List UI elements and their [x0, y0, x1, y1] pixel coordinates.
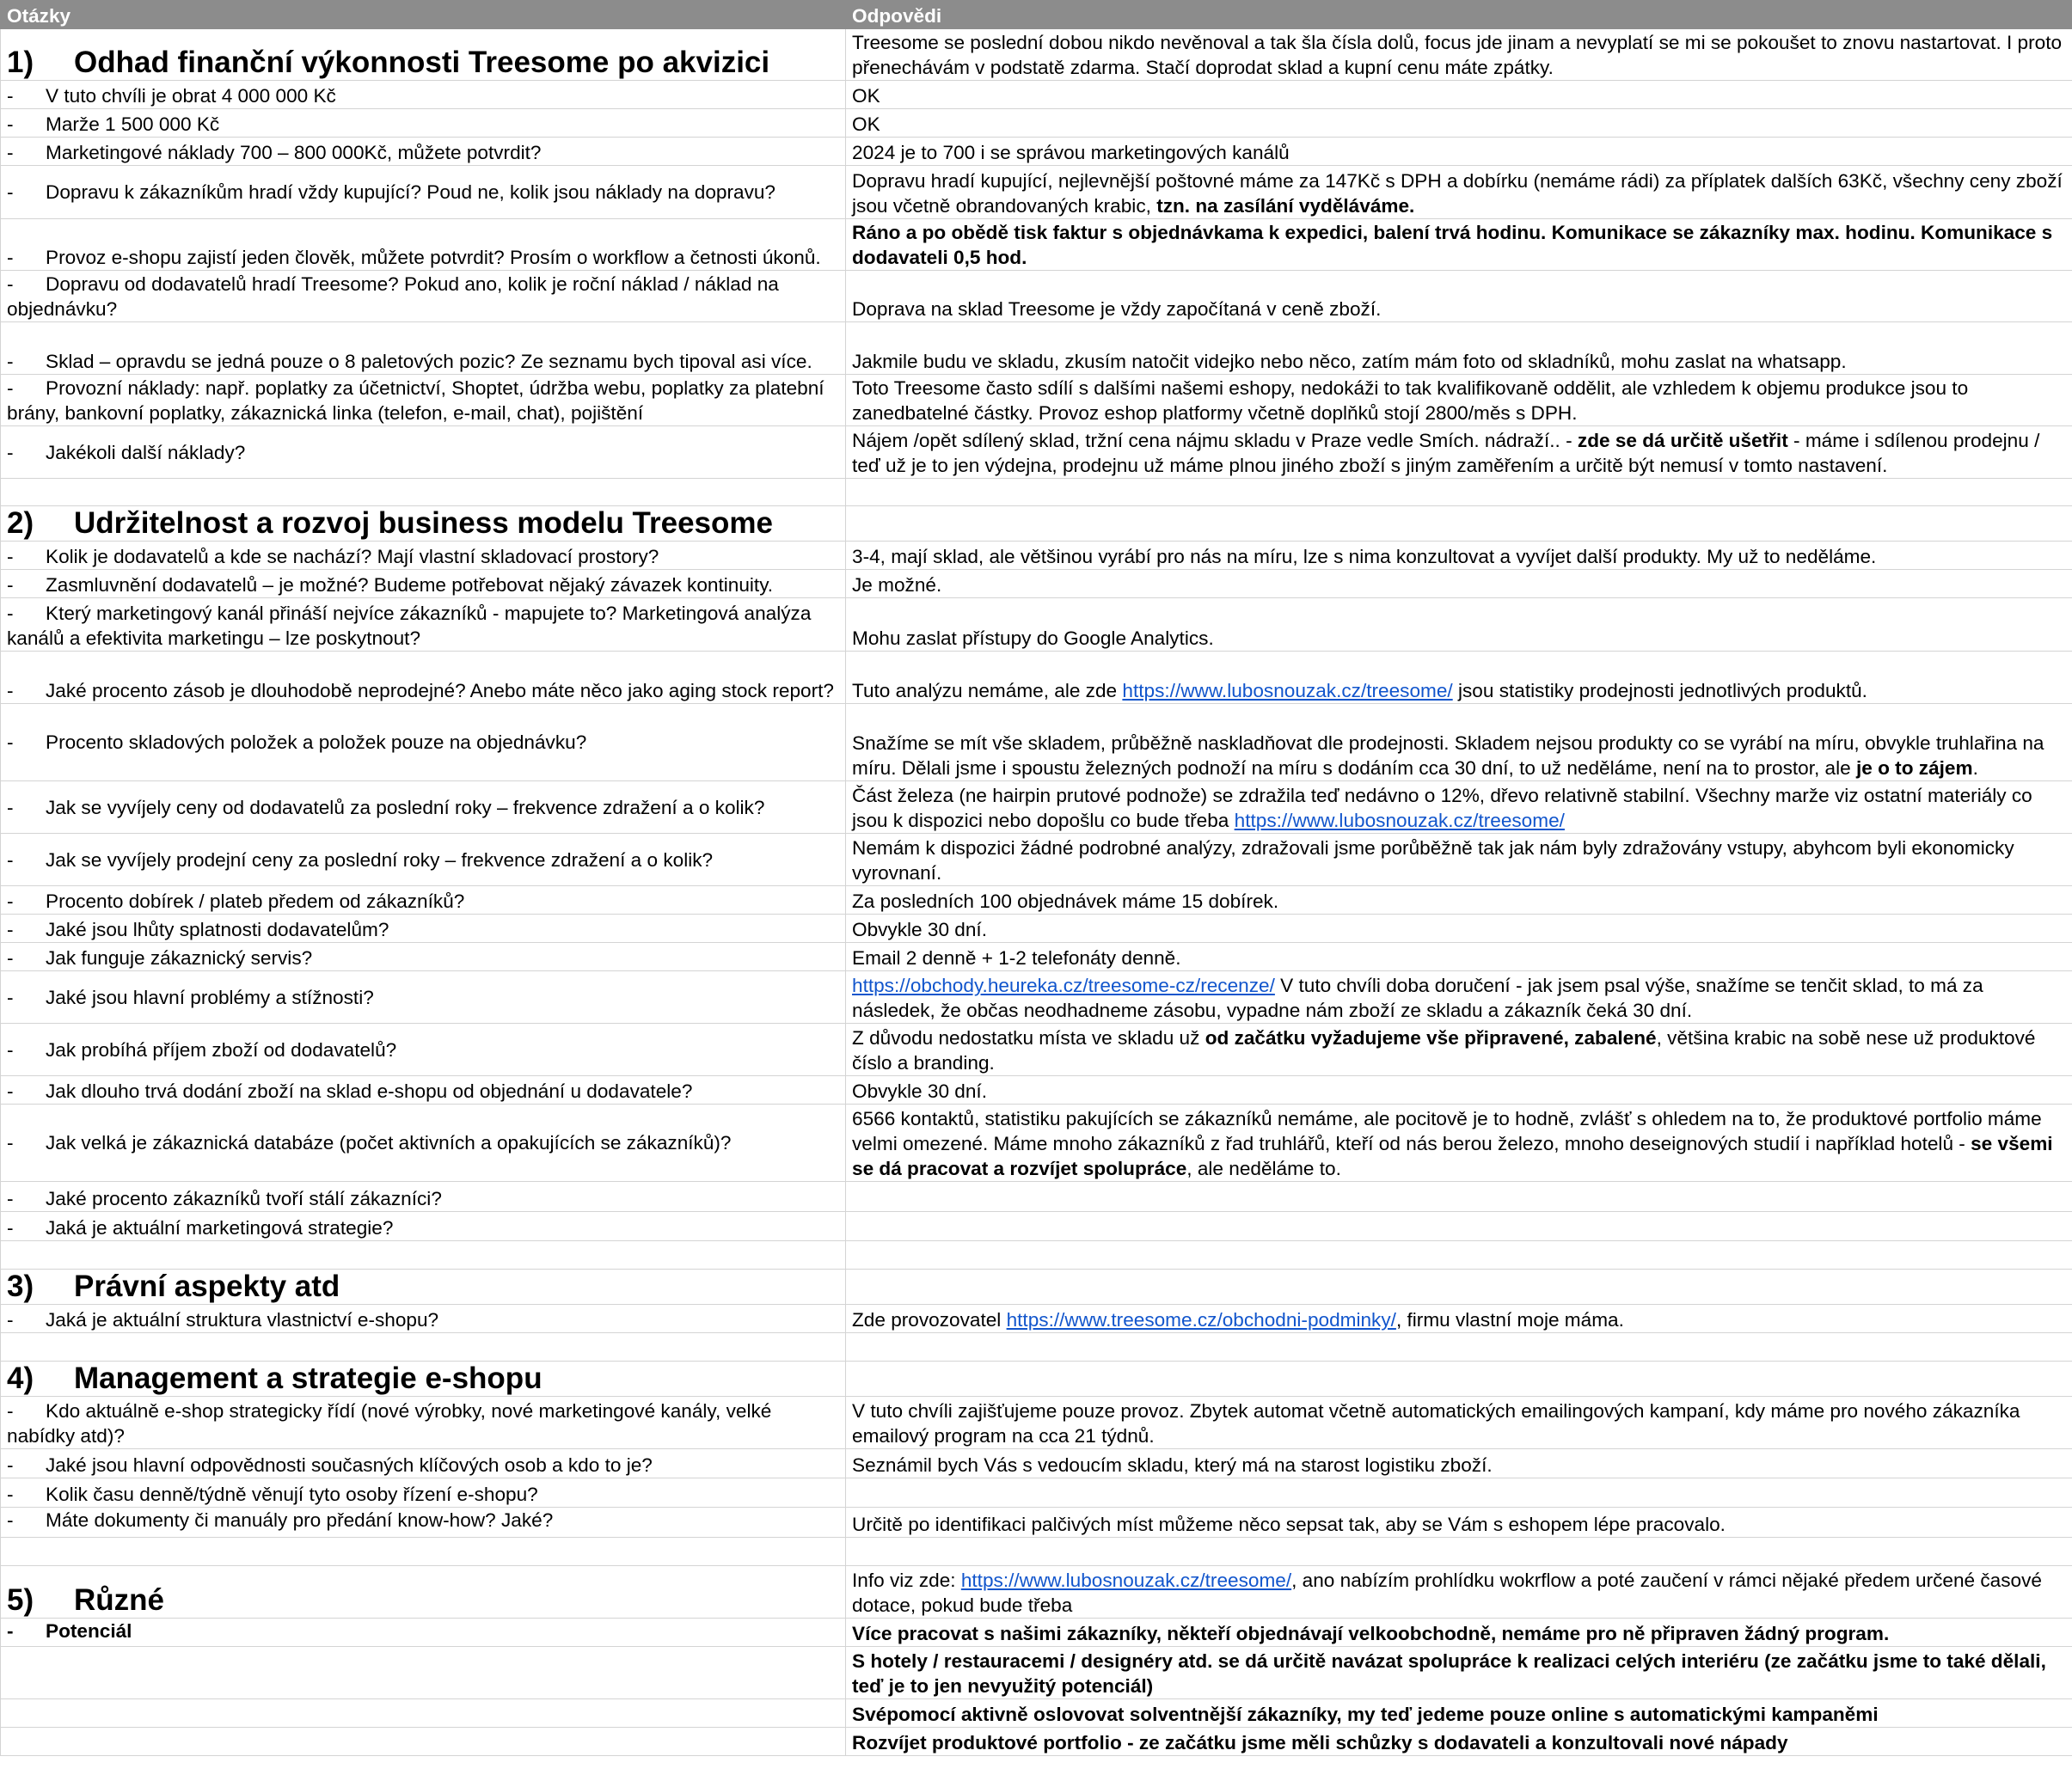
- dash-bullet: -: [7, 1309, 14, 1331]
- answer-text: V tuto chvíli doba doručení - jak jsem psal výše, snažíme se tenčit sklad, to má za následek, že občas neodhadneme zásobu, vypadne nám zboží ze skladu a zákazník čeká 30 dní.: [852, 975, 1983, 1021]
- answer-cell[interactable]: S hotely / restauracemi / designéry atd. se dá určitě navázat spolupráce k realizaci celých interiéru (ze začátku jsme to také dělali, teď je to jen nevyužitý potenciál): [846, 1647, 2072, 1699]
- answer-cell[interactable]: Obvykle 30 dní.: [846, 915, 2072, 943]
- table-row: [1, 109, 2072, 138]
- answer-cell[interactable]: [846, 781, 2072, 834]
- answer-cell[interactable]: Určitě po identifikaci palčivých míst můžeme něco sepsat tak, aby se Vám s eshopem lépe pracovalo.: [846, 1508, 2072, 1538]
- dash-bullet: -: [7, 1080, 14, 1102]
- question-text: Jak se vyvíjely ceny od dodavatelů za poslední roky – frekvence zdražení a o kolik?: [46, 796, 765, 818]
- table-row: [1, 271, 2072, 322]
- question-text: Potenciál: [46, 1620, 132, 1642]
- question-cell[interactable]: [1, 915, 846, 943]
- question-text: Zasmluvnění dodavatelů – je možné? Budeme potřebovat nějaký závazek kontinuity.: [46, 574, 774, 596]
- dash-bullet: -: [7, 142, 14, 163]
- question-cell[interactable]: [1, 322, 846, 375]
- question-text: Dopravu k zákazníkům hradí vždy kupující? Poud ne, kolik jsou náklady na dopravu?: [46, 181, 775, 203]
- empty-row: [1, 479, 2072, 506]
- question-cell[interactable]: [1, 81, 846, 109]
- question-cell[interactable]: [1, 1305, 846, 1333]
- question-cell[interactable]: [1, 1182, 846, 1212]
- question-cell[interactable]: [1, 219, 846, 271]
- section-number: 1): [7, 46, 34, 79]
- answer-text: , ale neděláme to.: [1186, 1158, 1341, 1179]
- answer-text: Nájem /opět sdílený sklad, tržní cena nájmu skladu v Praze vedle Smích. nádraží.. -: [852, 430, 1578, 451]
- section-title-cell[interactable]: [1, 1270, 846, 1305]
- question-text: Sklad – opravdu se jedná pouze o 8 paletových pozic? Ze seznamu bych tipoval asi více.: [46, 351, 812, 372]
- section-number: 4): [7, 1362, 34, 1395]
- table-row: [1, 781, 2072, 834]
- empty-cell[interactable]: [846, 1270, 2072, 1305]
- empty-row: [1, 1241, 2072, 1270]
- dash-bullet: -: [7, 1620, 14, 1642]
- table-row: [1, 1508, 2072, 1538]
- section-title: Odhad finanční výkonnosti Treesome po akvizici: [74, 46, 770, 79]
- section-row: [1, 1270, 2072, 1305]
- table-row: [1, 81, 2072, 109]
- answer-text: jsou statistiky prodejnosti jednotlivých produktů.: [1452, 680, 1867, 701]
- answer-cell[interactable]: Seznámil bych Vás s vedoucím skladu, který má na starost logistiku zboží.: [846, 1449, 2072, 1478]
- section-title-cell[interactable]: [1, 1362, 846, 1397]
- question-cell[interactable]: [1, 1397, 846, 1449]
- dash-bullet: -: [7, 1217, 14, 1239]
- answer-bold-text: tzn. na zasílání vyděláváme.: [1156, 195, 1415, 217]
- question-text: Jaké jsou lhůty splatnosti dodavatelům?: [46, 919, 389, 940]
- question-cell[interactable]: [1, 652, 846, 704]
- table-row: [1, 1397, 2072, 1449]
- question-cell[interactable]: [1, 886, 846, 915]
- question-text: Kdo aktuálně e-shop strategicky řídí (nové výrobky, nové marketingové kanály, velké nabídky atd)?: [7, 1400, 772, 1447]
- question-cell[interactable]: [1, 1508, 846, 1538]
- dash-bullet: -: [7, 731, 14, 753]
- empty-cell[interactable]: [846, 479, 2072, 506]
- column-header-answers[interactable]: Odpovědi: [846, 1, 2072, 29]
- question-cell[interactable]: [1, 781, 846, 834]
- dash-bullet: -: [7, 181, 14, 203]
- question-cell[interactable]: [1, 166, 846, 219]
- empty-cell[interactable]: [846, 1538, 2072, 1566]
- answer-cell[interactable]: [846, 1024, 2072, 1076]
- table-row: [1, 971, 2072, 1024]
- table-row: [1, 1699, 2072, 1728]
- table-row: [1, 1212, 2072, 1241]
- answer-cell[interactable]: [846, 971, 2072, 1024]
- table-row: [1, 219, 2072, 271]
- answer-text: Část železa (ne hairpin prutové podnože) se zdražila teď nedávno o 12%, dřevo relativně stabilní. Všechny marže viz ostatní materiály co jsou k dispozici nebo dopošlu co bude třeba: [852, 785, 2032, 831]
- empty-cell[interactable]: [1, 1333, 846, 1362]
- section-number: 5): [7, 1583, 34, 1617]
- question-text: Dopravu od dodavatelů hradí Treesome? Pokud ano, kolik je roční náklad / náklad na objednávku?: [7, 273, 779, 320]
- treesome-link[interactable]: https://www.lubosnouzak.cz/treesome/: [960, 1570, 1292, 1591]
- question-cell[interactable]: [1, 1619, 846, 1647]
- section-number: 2): [7, 506, 34, 540]
- table-row: [1, 1024, 2072, 1076]
- answer-cell[interactable]: Obvykle 30 dní.: [846, 1076, 2072, 1105]
- answer-bold-text: se všemi se dá pracovat a rozvíjet spolupráce: [852, 1133, 2053, 1179]
- empty-cell[interactable]: [846, 1241, 2072, 1270]
- empty-cell[interactable]: [846, 1362, 2072, 1397]
- question-text: Jak funguje zákaznický servis?: [46, 947, 313, 969]
- section-row: [1, 1362, 2072, 1397]
- table-row: [1, 652, 2072, 704]
- empty-cell[interactable]: [1, 1647, 846, 1699]
- dash-bullet: -: [7, 441, 14, 463]
- answer-text: Dopravu hradí kupující, nejlevnější poštovné máme za 147Kč s DPH a dobírku (nemáme rádi) za příplatek dalších 63Kč, všechny ceny zboží jsou včetně obrandovaných krabic,: [852, 170, 2063, 217]
- answer-bold-text: je o to zájem: [1855, 757, 1973, 779]
- question-cell[interactable]: [1, 138, 846, 166]
- section-title-cell[interactable]: [1, 1566, 846, 1619]
- answer-cell[interactable]: Svépomocí aktivně oslovovat solventnější zákazníky, my teď jedeme pouze online s automatickými kampaněmi: [846, 1699, 2072, 1728]
- answer-cell[interactable]: 3-4, mají sklad, ale většinou vyrábí pro nás na míru, lze s nima konzultovat a vyvíjet další produkty. My už to neděláme.: [846, 542, 2072, 570]
- question-text: Jaká je aktuální struktura vlastnictví e-shopu?: [46, 1309, 439, 1331]
- table-row: [1, 426, 2072, 479]
- table-row: [1, 915, 2072, 943]
- table-row: [1, 598, 2072, 652]
- answer-text: , většina krabic na sobě nese už produktové číslo a branding.: [852, 1027, 2036, 1074]
- empty-cell[interactable]: [846, 1182, 2072, 1212]
- answer-cell[interactable]: [846, 704, 2072, 781]
- question-cell[interactable]: [1, 542, 846, 570]
- empty-cell[interactable]: [1, 1699, 846, 1728]
- question-cell[interactable]: [1, 1024, 846, 1076]
- dash-bullet: -: [7, 351, 14, 372]
- table-row: [1, 1619, 2072, 1647]
- answer-bold-text: od začátku vyžadujeme vše připravené, zabalené: [1205, 1027, 1657, 1049]
- question-text: Jak velká je zákaznická databáze (počet aktivních a opakujících se zákazníků)?: [46, 1132, 732, 1154]
- answer-text: , firmu vlastní moje máma.: [1395, 1309, 1624, 1331]
- question-cell[interactable]: [1, 1105, 846, 1182]
- table-row: [1, 166, 2072, 219]
- question-text: Jaké procento zásob je dlouhodobě neprodejné? Anebo máte něco jako aging stock report?: [46, 680, 834, 701]
- dash-bullet: -: [7, 574, 14, 596]
- table-row: [1, 375, 2072, 426]
- answer-cell[interactable]: [846, 652, 2072, 704]
- table-row: [1, 1478, 2072, 1508]
- answer-cell[interactable]: Mohu zaslat přístupy do Google Analytics.: [846, 598, 2072, 652]
- table-row: [1, 322, 2072, 375]
- dash-bullet: -: [7, 1509, 14, 1531]
- empty-cell[interactable]: [1, 1538, 846, 1566]
- dash-bullet: -: [7, 890, 14, 912]
- question-text: Marže 1 500 000 Kč: [46, 113, 220, 135]
- question-text: Který marketingový kanál přináší nejvíce zákazníků - mapujete to? Marketingová analýza kanálů a efektivita marketingu – lze poskytnout?: [7, 603, 812, 649]
- question-cell[interactable]: [1, 1449, 846, 1478]
- section-title: Udržitelnost a rozvoj business modelu Treesome: [74, 506, 773, 540]
- dash-bullet: -: [7, 247, 14, 268]
- answer-text: Z důvodu nedostatku místa ve skladu už: [852, 1027, 1205, 1049]
- dash-bullet: -: [7, 377, 14, 399]
- answer-cell[interactable]: Treesome se poslední dobou nikdo nevěnoval a tak šla čísla dolů, focus jde jinam a nevyplatí se mi se pokoušet to znovu nastartovat. I proto přenechávám v podstatě zdarma. Stačí doprodat sklad a kupní cenu máte zpátky.: [846, 29, 2072, 81]
- question-text: Jak dlouho trvá dodání zboží na sklad e-shopu od objednání u dodavatele?: [46, 1080, 693, 1102]
- empty-cell[interactable]: [1, 1728, 846, 1756]
- dash-bullet: -: [7, 1038, 14, 1061]
- question-cell[interactable]: [1, 271, 846, 322]
- section-title-cell[interactable]: [1, 506, 846, 542]
- question-text: Jak se vyvíjely prodejní ceny za poslední roky – frekvence zdražení a o kolik?: [46, 848, 714, 871]
- answer-cell[interactable]: [846, 166, 2072, 219]
- section-row: [1, 29, 2072, 81]
- question-cell[interactable]: [1, 834, 846, 886]
- answer-cell[interactable]: Doprava na sklad Treesome je vždy započítaná v ceně zboží.: [846, 271, 2072, 322]
- answer-bold-text: zde se dá určitě ušetřit: [1577, 430, 1788, 451]
- question-text: Jaká je aktuální marketingová strategie?: [46, 1217, 394, 1239]
- dash-bullet: -: [7, 680, 14, 701]
- answer-text: Info viz zde:: [852, 1570, 961, 1591]
- question-text: Kolik je dodavatelů a kde se nachází? Mají vlastní skladovací prostory?: [46, 546, 659, 567]
- empty-row: [1, 1538, 2072, 1566]
- empty-cell[interactable]: [846, 1478, 2072, 1508]
- table-row: [1, 1076, 2072, 1105]
- answer-cell[interactable]: Jakmile budu ve skladu, zkusím natočit videjko nebo něco, zatím mám foto od skladníků, mohu zaslat na whatsapp.: [846, 322, 2072, 375]
- dash-bullet: -: [7, 1188, 14, 1209]
- table-row: [1, 138, 2072, 166]
- question-text: Marketingové náklady 700 – 800 000Kč, můžete potvrdit?: [46, 142, 542, 163]
- question-text: Máte dokumenty či manuály pro předání know-how? Jaké?: [46, 1509, 554, 1531]
- question-cell[interactable]: [1, 1478, 846, 1508]
- answer-text: 6566 kontaktů, statistiku pakujících se zákazníků nemáme, ale pocitově je to hodně, zvlášť s ohledem na to, že produktové portfolio máme velmi omezené. Máme mnoho zákazníků z řad truhlářů, kteří od nás berou železo, mnoho deseignových studií i například hotelů -: [852, 1108, 2042, 1154]
- question-cell[interactable]: [1, 704, 846, 781]
- question-text: Jak probíhá příjem zboží od dodavatelů?: [46, 1038, 397, 1061]
- answer-cell[interactable]: Email 2 denně + 1-2 telefonáty denně.: [846, 943, 2072, 971]
- answer-cell[interactable]: [846, 1305, 2072, 1333]
- answer-cell[interactable]: Ráno a po obědě tisk faktur s objednávkama k expedici, balení trvá hodinu. Komunikace se zákazníky max. hodinu. Komunikace s dodavateli 0,5 hod.: [846, 219, 2072, 271]
- dash-bullet: -: [7, 1484, 14, 1505]
- answer-cell[interactable]: [846, 426, 2072, 479]
- table-row: [1, 1182, 2072, 1212]
- section-number: 3): [7, 1270, 34, 1303]
- answer-text: - máme i sdílenou prodejnu / teď už je to jen výdejna, prodejnu už máme plnou jiného zboží s jiným zaměřením a určitě být nemusí v tomto nastavení.: [852, 430, 2040, 476]
- dash-bullet: -: [7, 1400, 14, 1422]
- answer-cell[interactable]: OK: [846, 109, 2072, 138]
- section-title: Právní aspekty atd: [74, 1270, 340, 1303]
- question-text: Procento skladových položek a položek pouze na objednávku?: [46, 731, 587, 753]
- table-row: [1, 704, 2072, 781]
- answer-cell[interactable]: V tuto chvíli zajišťujeme pouze provoz. Zbytek automat včetně automatických emailingových kampaní, kdy máme pro nového zákazníka emailový program na cca 21 týdnů.: [846, 1397, 2072, 1449]
- dash-bullet: -: [7, 919, 14, 940]
- table-row: [1, 1449, 2072, 1478]
- dash-bullet: -: [7, 1454, 14, 1476]
- answer-text: Zde provozovatel: [852, 1309, 1007, 1331]
- empty-cell[interactable]: [846, 1212, 2072, 1241]
- question-cell[interactable]: [1, 1212, 846, 1241]
- answer-cell[interactable]: Nemám k dispozici žádné podrobné analýzy, zdražovali jsme porůběžně tak jak nám byly zdražovány vstupy, abyhcom byli ekonomicky vyrovnaní.: [846, 834, 2072, 886]
- treesome-link[interactable]: https://www.lubosnouzak.cz/treesome/: [1122, 680, 1453, 701]
- question-text: Kolik času denně/týdně věnují tyto osoby řízení e-shopu?: [46, 1484, 538, 1505]
- answer-cell[interactable]: Za posledních 100 objednávek máme 15 dobírek.: [846, 886, 2072, 915]
- table-row: [1, 1105, 2072, 1182]
- empty-cell[interactable]: [846, 506, 2072, 542]
- answer-cell[interactable]: OK: [846, 81, 2072, 109]
- empty-cell[interactable]: [846, 1333, 2072, 1362]
- answer-cell[interactable]: [846, 1566, 2072, 1619]
- dash-bullet: -: [7, 796, 14, 818]
- dash-bullet: -: [7, 273, 14, 295]
- table-row: [1, 943, 2072, 971]
- answer-cell[interactable]: Více pracovat s našimi zákazníky, někteří objednávají velkoobchodně, nemáme pro ně připraven žádný program.: [846, 1619, 2072, 1647]
- question-cell[interactable]: [1, 1076, 846, 1105]
- table-row: [1, 886, 2072, 915]
- question-cell[interactable]: [1, 375, 846, 426]
- section-title: Různé: [74, 1583, 164, 1617]
- obchodni-podminky-link[interactable]: https://www.treesome.cz/obchodni-podminky/: [1006, 1309, 1396, 1331]
- empty-row: [1, 1333, 2072, 1362]
- dash-bullet: -: [7, 546, 14, 567]
- dash-bullet: -: [7, 1132, 14, 1154]
- question-cell[interactable]: [1, 109, 846, 138]
- table-row: [1, 542, 2072, 570]
- dash-bullet: -: [7, 848, 14, 871]
- table-row: [1, 1305, 2072, 1333]
- section-title-cell[interactable]: [1, 29, 846, 81]
- dash-bullet: -: [7, 85, 14, 107]
- question-cell[interactable]: [1, 943, 846, 971]
- treesome-link[interactable]: https://www.lubosnouzak.cz/treesome/: [1234, 810, 1565, 831]
- answer-text: Tuto analýzu nemáme, ale zde: [852, 680, 1123, 701]
- header-row: [1, 1, 2072, 29]
- answer-cell[interactable]: Toto Treesome často sdílí s dalšími našemi eshopy, nedokáži to tak kvalifikovaně oddělit, ale vzhledem k objemu produkce jsou to zanedbatelné částky. Provoz eshop platformy včetně doplňků stojí 2800/měs s DPH.: [846, 375, 2072, 426]
- table-row: [1, 570, 2072, 598]
- section-row: [1, 1566, 2072, 1619]
- answer-cell[interactable]: [846, 1105, 2072, 1182]
- heureka-link[interactable]: https://obchody.heureka.cz/treesome-cz/recenze/: [852, 975, 1275, 996]
- answer-text: .: [1972, 757, 1978, 779]
- answer-cell[interactable]: Rozvíjet produktové portfolio - ze začátku jsme měli schůzky s dodavateli a konzultovali nové nápady: [846, 1728, 2072, 1756]
- dash-bullet: -: [7, 986, 14, 1008]
- dash-bullet: -: [7, 113, 14, 135]
- empty-cell[interactable]: [1, 479, 846, 506]
- question-cell[interactable]: [1, 570, 846, 598]
- question-cell[interactable]: [1, 598, 846, 652]
- table-row: [1, 1647, 2072, 1699]
- question-text: Provoz e-shopu zajistí jeden člověk, můžete potvrdit? Prosím o workflow a četnosti úkonů.: [46, 247, 821, 268]
- question-text: Jakékoli další náklady?: [46, 441, 246, 463]
- question-text: Procento dobírek / plateb předem od zákazníků?: [46, 890, 465, 912]
- dash-bullet: -: [7, 947, 14, 969]
- dash-bullet: -: [7, 603, 14, 624]
- answer-text: , ano nabízím prohlídku wokrflow a poté zaučení v rámci nějaké předem určené časové dotace, pokud bude třeba: [852, 1570, 2042, 1616]
- question-cell[interactable]: [1, 426, 846, 479]
- empty-cell[interactable]: [1, 1241, 846, 1270]
- answer-cell[interactable]: Je možné.: [846, 570, 2072, 598]
- question-text: Jaké jsou hlavní odpovědnosti současných klíčových osob a kdo to je?: [46, 1454, 653, 1476]
- section-row: [1, 506, 2072, 542]
- table-row: [1, 834, 2072, 886]
- section-title: Management a strategie e-shopu: [74, 1362, 543, 1395]
- question-text: Jaké jsou hlavní problémy a stížnosti?: [46, 986, 374, 1008]
- answer-text: Snažíme se mít vše skladem, průběžně naskladňovat dle prodejnosti. Skladem nejsou produkty co se vyrábí na míru, obvykle truhlařina na míru. Dělali jsme i spoustu železných podnoží na míru s dodáním cca 30 dní, to už neděláme, není na to prostor, ale: [852, 732, 2044, 779]
- answer-cell[interactable]: 2024 je to 700 i se správou marketingových kanálů: [846, 138, 2072, 166]
- column-header-questions[interactable]: Otázky: [1, 1, 846, 29]
- question-text: Provozní náklady: např. poplatky za účetnictví, Shoptet, údržba webu, poplatky za platební brány, bankovní poplatky, zákaznická linka (telefon, e-mail, chat), pojištění: [7, 377, 825, 424]
- question-text: V tuto chvíli je obrat 4 000 000 Kč: [46, 85, 336, 107]
- question-text: Jaké procento zákazníků tvoří stálí zákazníci?: [46, 1188, 442, 1209]
- question-cell[interactable]: [1, 971, 846, 1024]
- table-row: [1, 1728, 2072, 1756]
